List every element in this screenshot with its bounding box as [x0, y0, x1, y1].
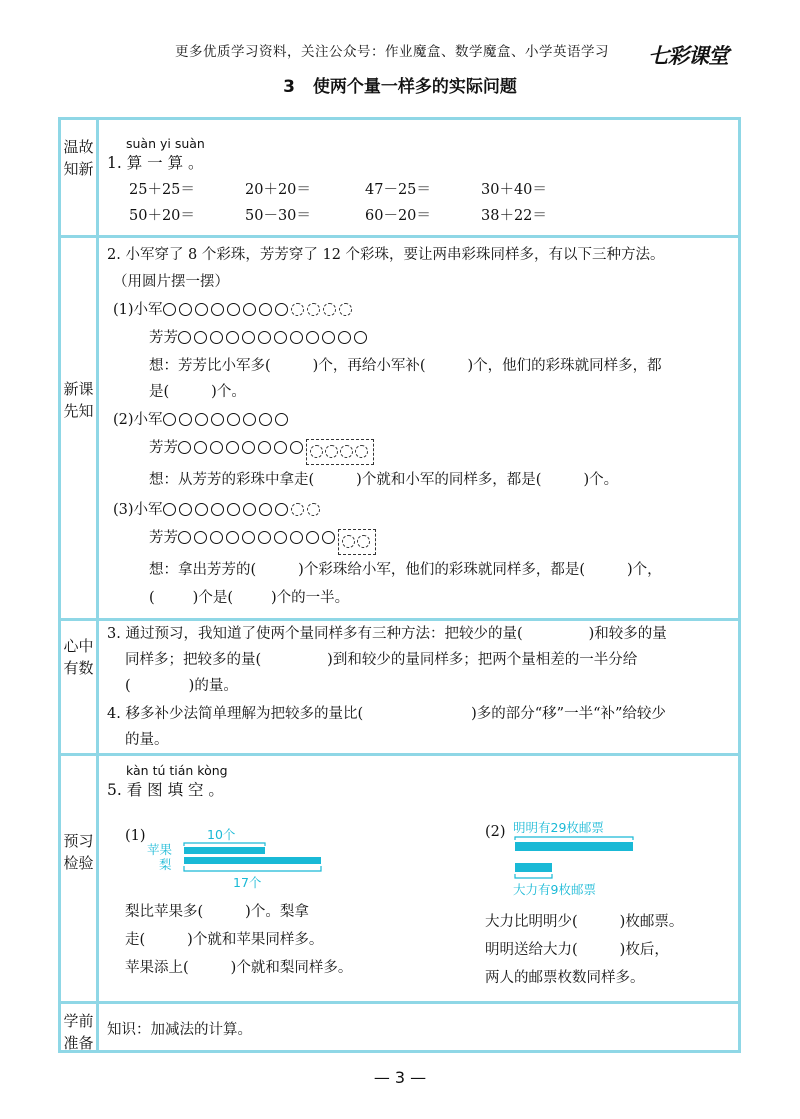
page-title — [0, 72, 800, 97]
bead-icon — [242, 441, 255, 454]
text: )个就和梨同样多。 — [230, 960, 353, 976]
bead-icon — [163, 503, 176, 516]
apple-bar — [184, 847, 265, 854]
dali-count-label: 大力有9枚邮票 — [513, 882, 596, 897]
bead-icon — [178, 331, 191, 344]
text: )个就和苹果同样多。 — [187, 932, 324, 948]
text: 梨比苹果多( — [125, 904, 204, 920]
header-note: 更多优质学习资料，关注公众号：作业魔盒、数学魔盒、小学英语学习 — [175, 44, 609, 60]
text: ( — [125, 678, 131, 694]
fangfang-label: 芳芳 — [149, 330, 178, 346]
dashed-bead-icon — [325, 445, 338, 458]
pear-bar — [184, 857, 321, 864]
text: 苹果添上( — [125, 960, 189, 976]
pear-label: 梨 — [159, 857, 172, 872]
prep-text: 知识：加减法的计算。 — [107, 1022, 252, 1038]
text: )个是( — [192, 590, 233, 606]
q5-figure1-label: (1) — [125, 828, 146, 844]
q2-text: 2. 小军穿了 8 个彩珠，芳芳穿了 12 个彩珠，要让两串彩珠同样多，有以下三种方法。 — [107, 247, 665, 263]
pear-count-label: 17个 — [233, 875, 262, 890]
bead-icon — [210, 331, 223, 344]
divider — [61, 235, 738, 238]
text: )个就和小军的同样多，都是( — [356, 472, 542, 488]
bead-icon — [194, 531, 207, 544]
q5-f1-line1 — [125, 902, 309, 922]
bead-icon — [290, 441, 303, 454]
dashed-bead-icon — [310, 445, 323, 458]
text: )个， — [626, 562, 662, 578]
bead-icon — [211, 303, 224, 316]
text: )个，他们的彩珠就同样多，都 — [467, 358, 662, 374]
text: )个。 — [583, 472, 619, 488]
bead-icon — [210, 531, 223, 544]
bead-icon — [226, 331, 239, 344]
text: ( — [149, 590, 155, 606]
bead-icon — [163, 303, 176, 316]
apple-pear-diagram — [147, 825, 327, 891]
bead-icon — [210, 441, 223, 454]
text: 3. 通过预习，我知道了使两个量同样多有三种方法：把较少的量( — [107, 626, 523, 642]
bead-icon — [194, 441, 207, 454]
dali-bar — [515, 863, 552, 872]
bead-icon — [258, 441, 271, 454]
bead-icon — [322, 331, 335, 344]
q5-f2-line2 — [485, 940, 669, 960]
q5-figure2-label: (2) — [485, 824, 506, 840]
dashed-bead-icon — [355, 445, 368, 458]
bead-icon — [163, 413, 176, 426]
text: 走( — [125, 932, 146, 948]
bead-icon — [243, 303, 256, 316]
fangfang-label: 芳芳 — [149, 530, 178, 546]
bead-icon — [226, 441, 239, 454]
q4-line1 — [107, 704, 666, 724]
bead-icon — [258, 531, 271, 544]
q2-part3-think — [149, 560, 662, 580]
bead-icon — [179, 303, 192, 316]
bead-icon — [274, 331, 287, 344]
q2-part2-think — [149, 470, 618, 490]
bead-icon — [275, 503, 288, 516]
text: 同样多；把较多的量( — [125, 652, 262, 668]
bead-icon — [338, 331, 351, 344]
text: )个彩珠给小军，他们的彩珠就同样多，都是( — [298, 562, 585, 578]
mingming-count-label: 明明有29枚邮票 — [513, 820, 604, 835]
section-sidebar — [61, 120, 99, 1050]
pear-brace — [184, 866, 321, 871]
text: 明明送给大力( — [485, 942, 578, 958]
q5-f1-line3 — [125, 958, 352, 978]
moved-beads-box — [338, 529, 376, 555]
q1-title: 1. 算 一 算 。 — [107, 154, 204, 172]
q2-part3-label: (3)小军 — [113, 502, 163, 518]
lesson-number: 3 — [283, 77, 295, 97]
bead-icon — [242, 331, 255, 344]
q2-part2-row-fangfang — [149, 438, 374, 465]
section-label-prep: 学前准备 — [63, 1012, 94, 1052]
q2-part3-row-xiaojun — [113, 500, 323, 520]
text: 想：从芳芳的彩珠中拿走( — [149, 472, 315, 488]
apple-count-label: 10个 — [207, 827, 236, 842]
bead-icon — [178, 441, 191, 454]
text: )多的部分“移”一半“补”给较少 — [471, 706, 666, 722]
text: 4. 移多补少法简单理解为把较多的量比( — [107, 706, 364, 722]
q2-part1-label: (1)小军 — [113, 302, 163, 318]
apple-brace — [184, 843, 265, 846]
q1-expr: 60－20＝ — [365, 208, 431, 224]
bead-icon — [227, 503, 240, 516]
q1-expr: 47－25＝ — [365, 182, 431, 198]
bead-icon — [242, 531, 255, 544]
q1-expr: 38＋22＝ — [481, 208, 547, 224]
dali-brace — [515, 874, 552, 878]
bead-icon — [243, 413, 256, 426]
stamp-diagram — [507, 818, 637, 902]
q3-line1 — [107, 624, 667, 644]
q2-part1-row-fangfang — [149, 328, 370, 348]
bead-icon — [306, 531, 319, 544]
q3-line3 — [125, 676, 238, 696]
dashed-bead-icon — [323, 303, 336, 316]
q2-part1-think-cont — [149, 382, 246, 402]
bead-icon — [226, 531, 239, 544]
bead-icon — [275, 303, 288, 316]
removed-beads-box — [306, 439, 374, 465]
q2-part3-think-cont — [149, 588, 349, 608]
bead-icon — [290, 331, 303, 344]
text: )和较多的量 — [588, 626, 667, 642]
apple-label: 苹果 — [147, 842, 173, 857]
section-label-summary: 心中有数 — [63, 637, 94, 677]
text: )到和较少的量同样多；把两个量相差的一半分给 — [327, 652, 638, 668]
bead-icon — [306, 331, 319, 344]
q2-part1-think — [149, 356, 662, 376]
bead-icon — [227, 303, 240, 316]
text: 想：芳芳比小军多( — [149, 358, 271, 374]
bead-icon — [195, 303, 208, 316]
q5-f2-line3: 两人的邮票枚数同样多。 — [485, 970, 645, 986]
dashed-bead-icon — [340, 445, 353, 458]
text: )个，再给小军补( — [312, 358, 426, 374]
text: 是( — [149, 384, 170, 400]
bead-icon — [275, 413, 288, 426]
q1-expr: 30＋40＝ — [481, 182, 547, 198]
dashed-bead-icon — [357, 535, 370, 548]
q2-part2-row-xiaojun — [113, 410, 291, 430]
bead-icon — [194, 331, 207, 344]
q2-part1-row-xiaojun — [113, 300, 355, 320]
section-label-review: 温故知新 — [63, 138, 94, 178]
q5-title: 5. 看 图 填 空 。 — [107, 781, 224, 799]
bead-icon — [243, 503, 256, 516]
section-label-check: 预习检验 — [63, 832, 94, 872]
q1-expr: 25＋25＝ — [129, 182, 195, 198]
q5-f2-line1 — [485, 912, 683, 932]
bead-icon — [211, 503, 224, 516]
dashed-bead-icon — [291, 503, 304, 516]
q2-part3-row-fangfang — [149, 528, 376, 555]
q4-line2: 的量。 — [125, 732, 169, 748]
lesson-title: 使两个量一样多的实际问题 — [312, 77, 517, 97]
worksheet-frame — [58, 117, 741, 1053]
dashed-bead-icon — [342, 535, 355, 548]
q1-pinyin: suàn yi suàn — [126, 136, 205, 151]
bead-icon — [195, 413, 208, 426]
section-label-preview: 新课先知 — [63, 380, 94, 420]
dashed-bead-icon — [307, 503, 320, 516]
bead-icon — [259, 303, 272, 316]
bead-icon — [195, 503, 208, 516]
dashed-bead-icon — [291, 303, 304, 316]
dashed-bead-icon — [307, 303, 320, 316]
page-number: — 3 — — [373, 1068, 427, 1087]
text: )个。梨拿 — [245, 904, 309, 920]
q3-line2 — [125, 650, 637, 670]
q1-expr: 20＋20＝ — [245, 182, 311, 198]
bead-icon — [354, 331, 367, 344]
bead-icon — [178, 531, 191, 544]
divider — [61, 618, 738, 621]
divider — [61, 753, 738, 756]
text: )枚邮票。 — [619, 914, 684, 930]
text: )个的一半。 — [271, 590, 350, 606]
q2-part2-label: (2)小军 — [113, 412, 163, 428]
dashed-bead-icon — [339, 303, 352, 316]
text: 大力比明明少( — [485, 914, 578, 930]
bead-icon — [274, 441, 287, 454]
bead-icon — [227, 413, 240, 426]
bead-icon — [179, 503, 192, 516]
mingming-bar — [515, 842, 633, 851]
bead-icon — [211, 413, 224, 426]
mingming-brace — [515, 837, 633, 840]
bead-icon — [179, 413, 192, 426]
bead-icon — [259, 503, 272, 516]
divider — [61, 1001, 738, 1004]
q5-pinyin: kàn tú tián kòng — [126, 763, 228, 778]
bead-icon — [322, 531, 335, 544]
brand-logo: 七彩课堂 — [648, 44, 728, 68]
text: )的量。 — [188, 678, 238, 694]
fangfang-label: 芳芳 — [149, 440, 178, 456]
q1-expr: 50＋20＝ — [129, 208, 195, 224]
text: 想：拿出芳芳的( — [149, 562, 257, 578]
bead-icon — [258, 331, 271, 344]
q5-f1-line2 — [125, 930, 323, 950]
text: )个。 — [211, 384, 246, 400]
q2-hint: （用圆片摆一摆） — [113, 274, 229, 290]
bead-icon — [290, 531, 303, 544]
text: )枚后， — [619, 942, 669, 958]
bead-icon — [274, 531, 287, 544]
q1-expr: 50－30＝ — [245, 208, 311, 224]
bead-icon — [259, 413, 272, 426]
